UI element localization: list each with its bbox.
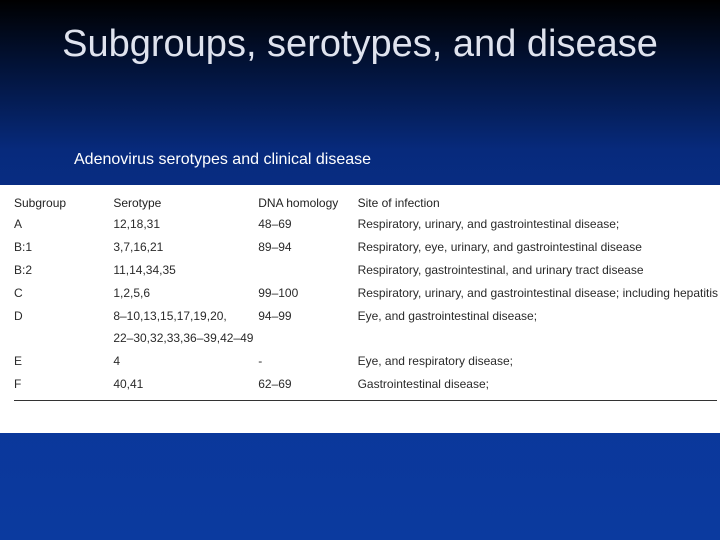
cell-site-of-infection: Respiratory, eye, urinary, and gastrointestinal disease [357,240,642,255]
cell-dna-homology: 94–99 [258,308,292,323]
cell-site-of-infection: Respiratory, urinary, and gastrointestinal disease; [357,217,620,232]
cell-site-of-infection: Eye, and gastrointestinal disease; [357,308,538,323]
table-bottom-rule [14,400,717,401]
cell-serotype: 12,18,31 [113,217,161,232]
cell-dna-homology [258,259,357,282]
cell-subgroup: F [14,376,22,391]
cell-serotype: 11,14,34,35 [113,262,176,277]
cell-site-of-infection: Gastrointestinal disease; [357,376,489,391]
cell-subgroup: B:2 [14,262,33,277]
table-row [14,304,718,327]
cell-serotype: 1,2,5,6 [113,285,151,300]
table-row [14,281,718,304]
serotype-table [14,193,718,395]
cell-site-of-infection: Respiratory, gastrointestinal, and urinary tract disease [357,262,644,277]
header-site-of-infection: Site of infection [357,196,440,210]
slide-title: Subgroups, serotypes, and disease [62,23,658,65]
table-row [14,350,718,373]
cell-dna-homology [258,327,357,350]
cell-site-of-infection: Eye, and respiratory disease; [357,354,513,369]
cell-site-of-infection [358,327,718,350]
cell-subgroup: E [14,354,23,369]
cell-dna-homology: 62–69 [258,376,292,391]
cell-subgroup: D [14,308,23,323]
table-row [14,259,718,282]
cell-site-of-infection: Respiratory, urinary, and gastrointestinal disease; including hepatitis [357,285,718,300]
header-dna-homology: DNA homology [258,196,339,210]
cell-serotype: 8–10,13,15,17,19,20, [113,308,227,323]
table-caption: Adenovirus serotypes and clinical disease [74,151,372,168]
table-row [14,327,718,350]
table-row [14,373,718,396]
cell-subgroup: A [14,217,23,232]
cell-dna-homology: 89–94 [258,240,292,255]
cell-subgroup [14,327,113,350]
table-header-row [14,193,718,213]
header-subgroup: Subgroup [14,196,67,210]
table-row [14,236,718,259]
header-serotype: Serotype [113,196,162,210]
cell-dna-homology: 99–100 [258,285,299,300]
cell-serotype: 40,41 [113,376,144,391]
cell-serotype: 3,7,16,21 [113,240,164,255]
cell-serotype: 22–30,32,33,36–39,42–49 [113,331,254,346]
cell-subgroup: C [14,285,23,300]
cell-dna-homology: - [258,354,263,369]
cell-dna-homology: 48–69 [258,217,292,232]
table-panel [0,185,720,433]
table-row [14,213,718,236]
cell-serotype: 4 [113,354,120,369]
cell-subgroup: B:1 [14,240,33,255]
